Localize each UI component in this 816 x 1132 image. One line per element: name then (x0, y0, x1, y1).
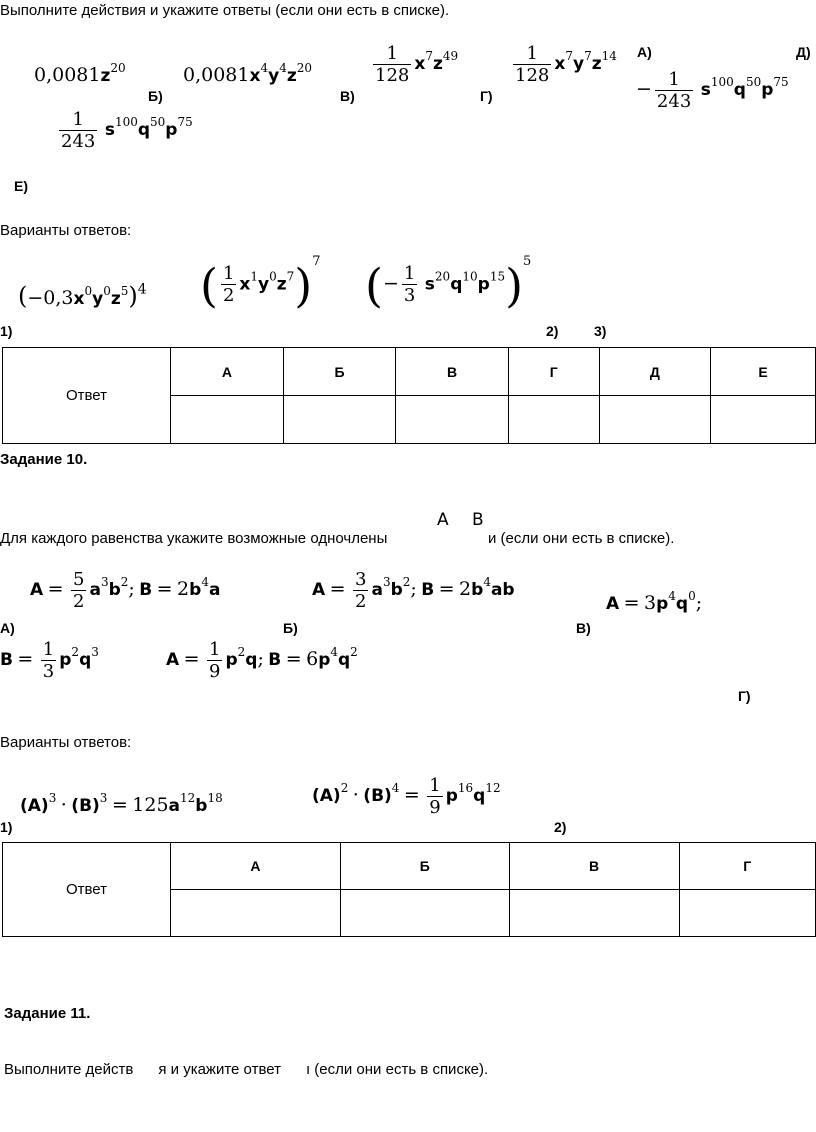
task10-variant-2-label: 2) (554, 819, 567, 835)
task10-header-a: А (171, 843, 341, 890)
task10-answer-table (2, 842, 816, 937)
task9-answer-cell-d[interactable] (599, 396, 710, 444)
task9-variant-2-expression: ( $\frac{1}{2}$ $x^1y^0z^7)^7$ (200, 254, 321, 313)
task9-option-e-label: Е) (14, 178, 28, 194)
task10-answer-cell-v[interactable] (509, 890, 679, 937)
task9-option-g-label: Г) (480, 88, 493, 104)
task10-option-b-label: Б) (283, 620, 298, 636)
task11-title: Задание 11. (4, 1005, 91, 1022)
task9-option-g-expression: $\frac{1}{128}$ $x^7y^7z^{14}$ (515, 43, 617, 86)
task9-header-v: В (396, 348, 509, 396)
task9-option-b-label: Б) (148, 88, 163, 104)
task10-inline-b: B (472, 510, 484, 530)
task10-option-b-expression: A = $\frac{3}{2}$ $a^3b^2$; $B = 2b^4ab$ (312, 569, 515, 612)
task9-instruction: Выполните действия и укажите ответы (если они есть в списке). (0, 2, 450, 19)
task10-option-a-expression: A = $\frac{5}{2}$ $a^3b^2$; $B = 2b^4a$ (30, 569, 221, 612)
task10-header-g: Г (679, 843, 815, 890)
task10-option-v-expression-a: $A = 3p^4q^0$; (606, 589, 703, 614)
task9-variant-3-label: 3) (594, 323, 607, 339)
task10-option-a-label: А) (0, 620, 15, 636)
task9-variants-label: Варианты ответов: (0, 222, 132, 239)
task9-option-a-expression: $0,0081z^{20}$ (34, 61, 126, 86)
task9-answer-cell-g[interactable] (508, 396, 599, 444)
task9-header-g: Г (508, 348, 599, 396)
task10-option-v-expression-b: B = $\frac{1}{3}$ $p^2q^3$ (0, 639, 99, 682)
task10-variants-label: Варианты ответов: (0, 734, 132, 751)
task10-option-g-label: Г) (738, 688, 751, 704)
task10-answer-row-label: Ответ (3, 843, 171, 937)
task9-answer-cell-e[interactable] (711, 396, 816, 444)
task9-header-d: Д (599, 348, 710, 396)
task10-header-b: Б (340, 843, 509, 890)
task10-answer-cell-a[interactable] (171, 890, 341, 937)
task9-variant-1-label: 1) (0, 323, 13, 339)
task9-header-b: Б (283, 348, 395, 396)
task10-title: Задание 10. (0, 451, 88, 468)
task10-option-g-expression: A = $\frac{1}{9}$ $p^2q$; $B = 6p^4q^2$ (166, 639, 358, 682)
task10-option-v-label: В) (576, 620, 591, 636)
task9-option-a-label: А) (637, 44, 652, 60)
task9-answer-cell-b[interactable] (283, 396, 395, 444)
task10-instruction: Для каждого равенства укажите возможные одночлены (0, 530, 388, 547)
task9-header-e: Е (711, 348, 816, 396)
task9-answer-cell-v[interactable] (396, 396, 509, 444)
task9-variant-2-label: 2) (546, 323, 559, 339)
task10-answer-cell-b[interactable] (340, 890, 509, 937)
task10-variant-1-expression: $(A)^3 \cdot (B)^3 = 125a^{12}b^{18}$ (20, 791, 223, 816)
task9-option-e-expression: $\frac{1}{243}$ $s^{100}q^{50}p^{75}$ (61, 109, 193, 152)
task9-option-d-label: Д) (796, 44, 811, 60)
task9-header-a: А (171, 348, 284, 396)
task10-variant-2-expression: $(A)^2 \cdot (B)^4$ = $\frac{1}{9}$ $p^{16}q^{12}$ (312, 775, 501, 818)
task10-inline-a: A (437, 510, 449, 530)
task10-header-v: В (509, 843, 679, 890)
task9-option-b-expression: $0,0081x^4y^4z^{20}$ (183, 61, 313, 86)
task10-instruction-tail: и (если они есть в списке). (488, 530, 675, 547)
task9-option-d-expression: − $\frac{1}{243}$ $s^{100}q^{50}p^{75}$ (636, 69, 789, 112)
task9-answer-row-label: Ответ (3, 348, 171, 444)
task10-answer-cell-g[interactable] (679, 890, 815, 937)
task9-answer-table (2, 347, 816, 444)
task11-instruction: Выполните действ я и укажите ответ ı (если они есть в списке). (4, 1061, 489, 1078)
task10-variant-1-label: 1) (0, 819, 13, 835)
task9-option-v-label: В) (340, 88, 355, 104)
task9-option-v-expression: $\frac{1}{128}$ $x^7z^{49}$ (375, 43, 459, 86)
task9-answer-cell-a[interactable] (171, 396, 284, 444)
task9-variant-3-expression: (− $\frac{1}{3}$ $s^{20}q^{10}p^{15})^5$ (365, 254, 532, 313)
task9-variant-1-expression: $(-0,3x^0y^0z^5)^4$ (18, 281, 147, 310)
